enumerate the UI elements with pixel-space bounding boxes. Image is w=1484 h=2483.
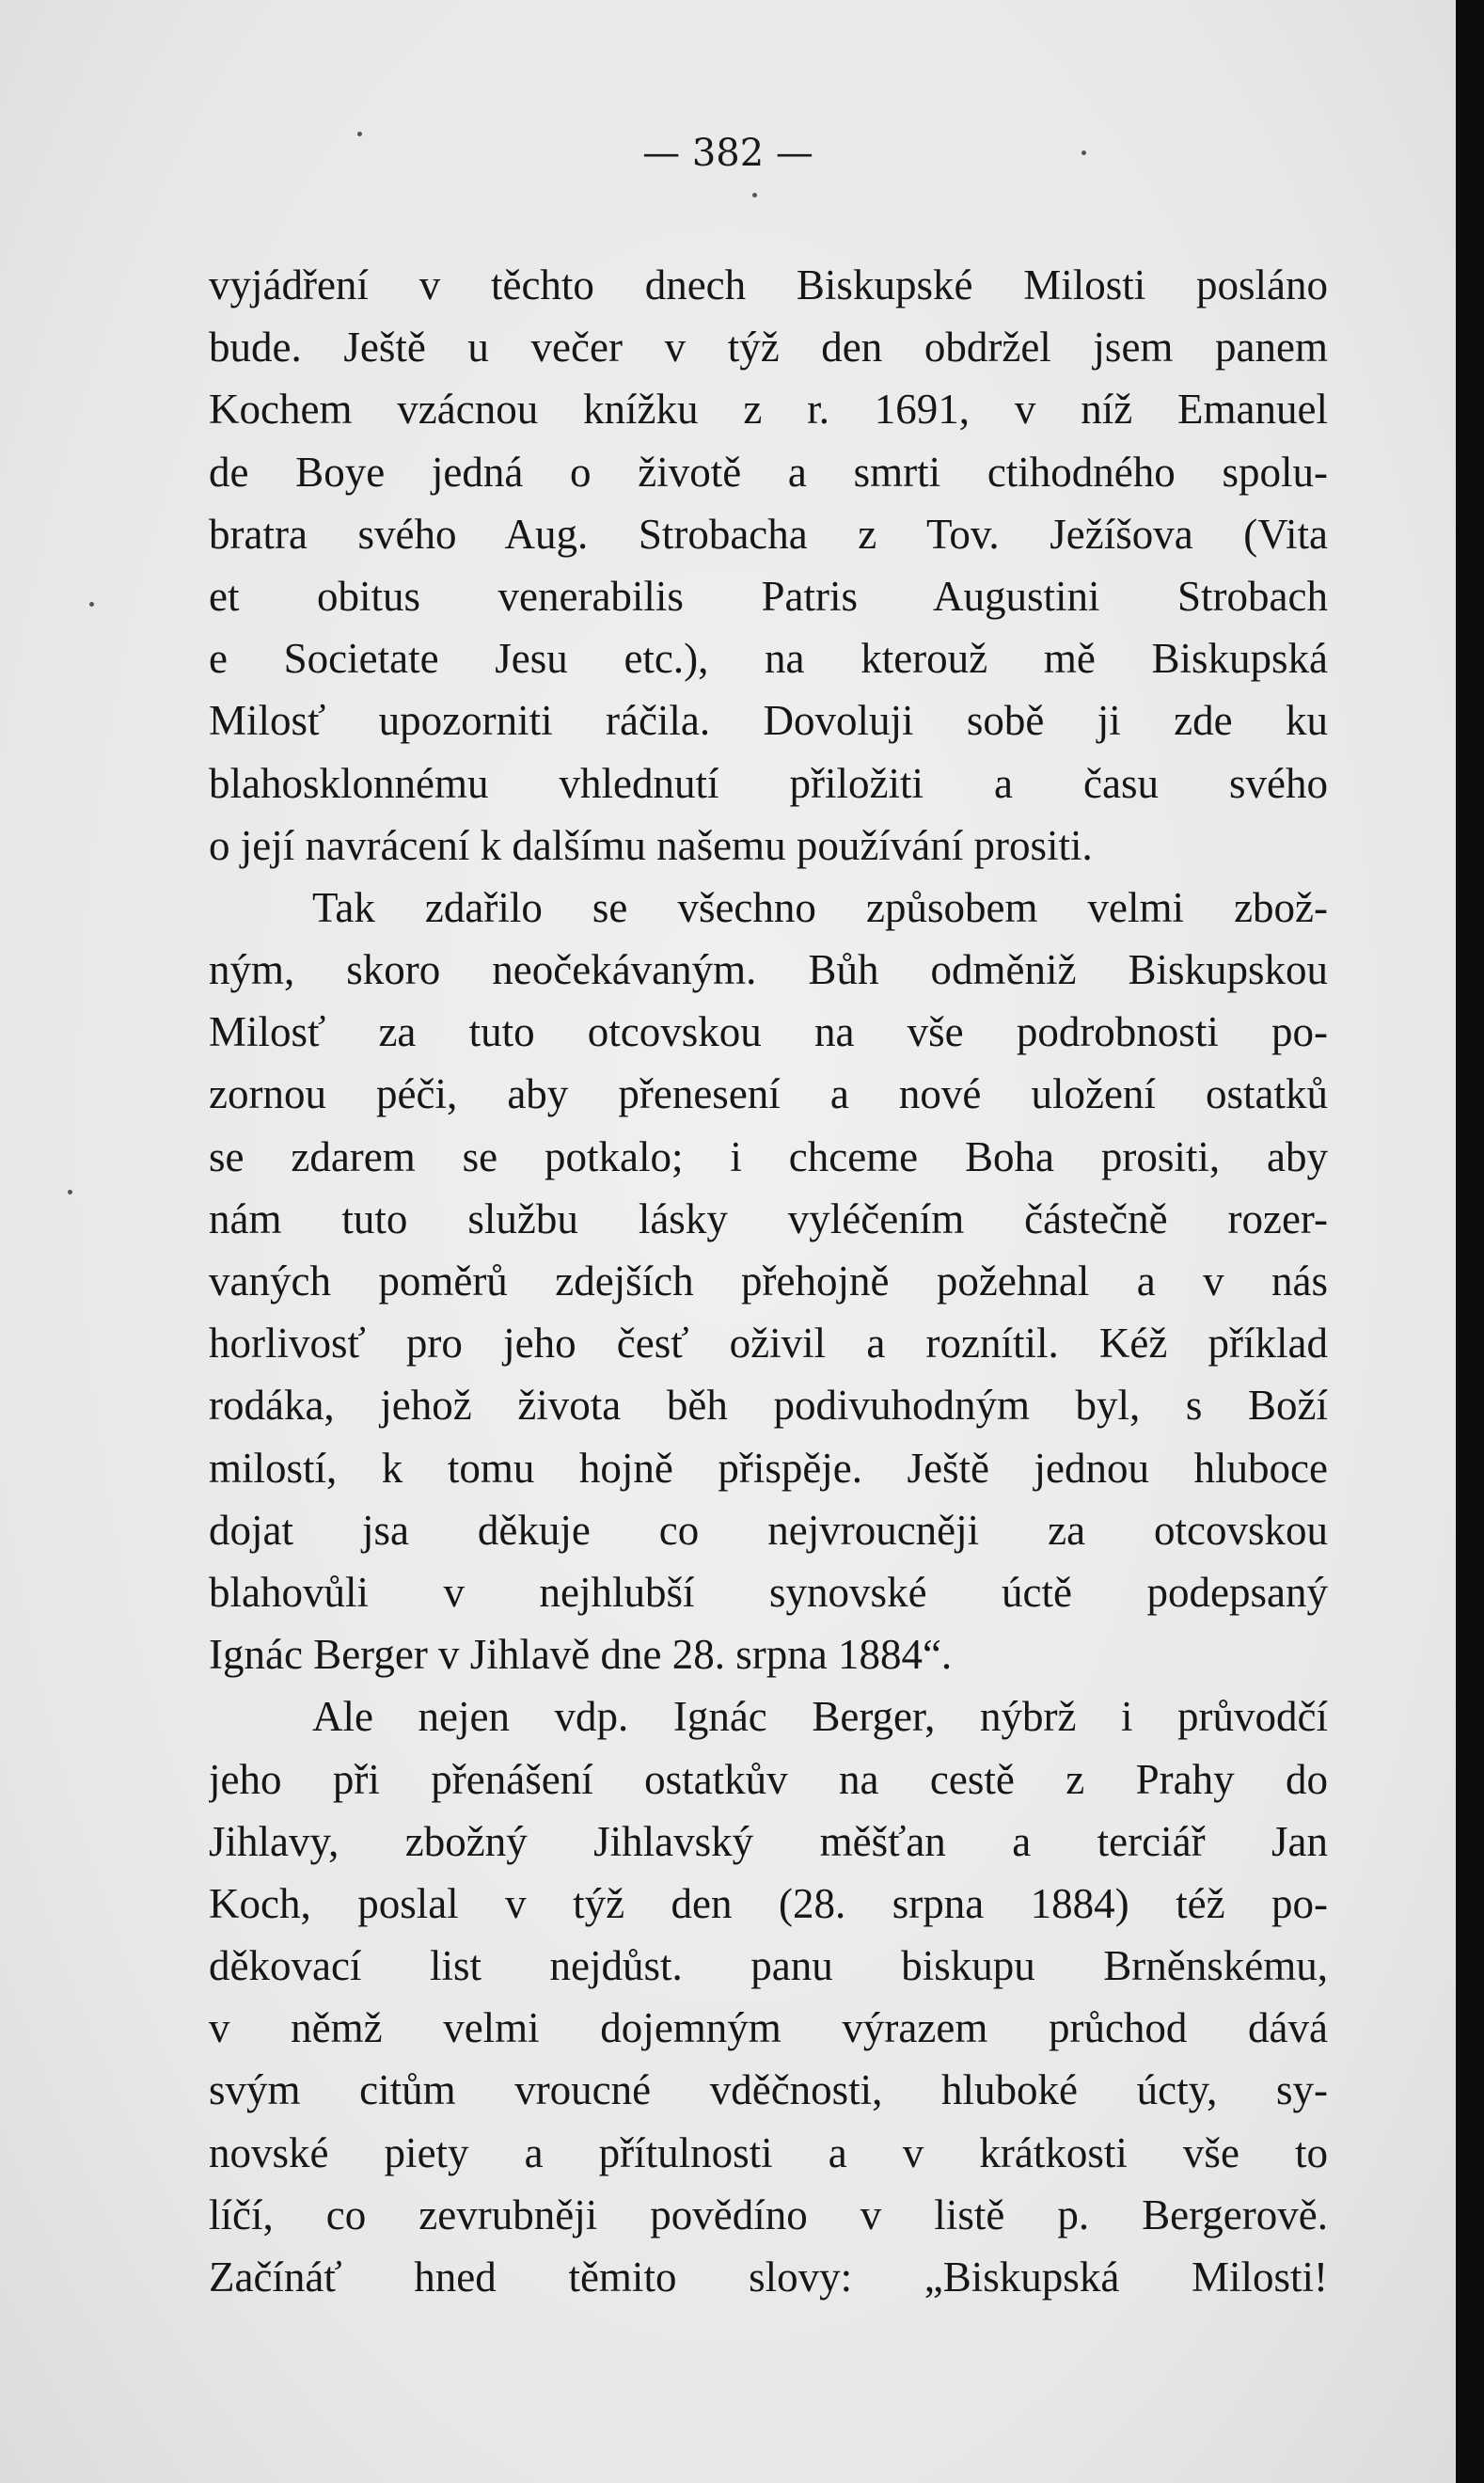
paper-speck bbox=[1081, 150, 1086, 155]
text-line: de Boye jedná o životě a smrti ctihodného spolu- bbox=[209, 448, 1328, 496]
text-line: děkovací list nejdůst. panu biskupu Brněnskému, bbox=[209, 1942, 1328, 1990]
text-line: Tak zdařilo se všechno způsobem velmi zbož- bbox=[312, 883, 1328, 931]
text-line: milostí, k tomu hojně přispěje. Ještě jednou hluboce bbox=[209, 1444, 1328, 1492]
text-line: blahovůli v nejhlubší synovské úctě podepsaný bbox=[209, 1568, 1328, 1616]
text-line: rodáka, jehož života běh podivuhodným byl, s Boží bbox=[209, 1382, 1328, 1430]
text-line: bude. Ještě u večer v týž den obdržel jsem panem bbox=[209, 324, 1328, 372]
body-text bbox=[209, 254, 1328, 2308]
page-number: — 382 — bbox=[642, 132, 813, 175]
text-line: se zdarem se potkalo; i chceme Boha prositi, aby bbox=[209, 1132, 1328, 1180]
text-line: Ale nejen vdp. Ignác Berger, nýbrž i průvodčí bbox=[312, 1693, 1328, 1741]
text-line: novské piety a přítulnosti a v krátkosti vše to bbox=[209, 2128, 1328, 2176]
paper-speck bbox=[68, 1190, 72, 1194]
text-line: bratra svého Aug. Strobacha z Tov. Ježíšova (Vita bbox=[209, 510, 1328, 558]
text-line: dojat jsa děkuje co nejvroucněji za otcovskou bbox=[209, 1506, 1328, 1554]
text-line: v němž velmi dojemným výrazem průchod dává bbox=[209, 2004, 1328, 2052]
text-line: jeho při přenášení ostatkův na cestě z Prahy do bbox=[209, 1755, 1328, 1803]
text-line: nám tuto službu lásky vyléčením částečně rozer- bbox=[209, 1194, 1328, 1242]
text-line: Jihlavy, zbožný Jihlavský měšťan a terciář Jan bbox=[209, 1817, 1328, 1865]
text-line: svým citům vroucné vděčnosti, hluboké úcty, sy- bbox=[209, 2066, 1328, 2114]
scan-border bbox=[1456, 0, 1484, 2483]
text-line: Koch, poslal v týž den (28. srpna 1884) též po- bbox=[209, 1879, 1328, 1927]
text-line: et obitus venerabilis Patris Augustini Strobach bbox=[209, 572, 1328, 620]
text-line: Kochem vzácnou knížku z r. 1691, v níž Emanuel bbox=[209, 386, 1328, 434]
text-line: Ignác Berger v Jihlavě dne 28. srpna 1884“. bbox=[209, 1631, 953, 1679]
text-line: vyjádření v těchto dnech Biskupské Milosti posláno bbox=[209, 261, 1328, 308]
text-line: blahosklonnému vhlednutí přiložiti a času svého bbox=[209, 759, 1328, 807]
text-line: Milosť upozorniti ráčila. Dovoluji sobě ji zde ku bbox=[209, 697, 1328, 745]
text-line: o její navrácení k dalšímu našemu používání prositi. bbox=[209, 821, 1093, 869]
text-line: e Societate Jesu etc.), na kterouž mě Biskupská bbox=[209, 635, 1328, 683]
paper-speck bbox=[752, 193, 757, 198]
text-line: vaných poměrů zdejších přehojně požehnal a v nás bbox=[209, 1257, 1328, 1305]
paper-speck bbox=[89, 602, 94, 607]
text-line: ným, skoro neočekávaným. Bůh odměniž Biskupskou bbox=[209, 946, 1328, 994]
text-line: líčí, co zevrubněji povědíno v listě p. Bergerově. bbox=[209, 2190, 1328, 2238]
text-line: Začínáť hned těmito slovy: „Biskupská Milosti! bbox=[209, 2254, 1328, 2301]
paper-speck bbox=[357, 132, 362, 136]
text-line: Milosť za tuto otcovskou na vše podrobnosti po- bbox=[209, 1008, 1328, 1056]
text-line: horlivosť pro jeho česť oživil a roznítil. Kéž příklad bbox=[209, 1320, 1328, 1368]
text-line: zornou péči, aby přenesení a nové uložení ostatků bbox=[209, 1070, 1328, 1118]
